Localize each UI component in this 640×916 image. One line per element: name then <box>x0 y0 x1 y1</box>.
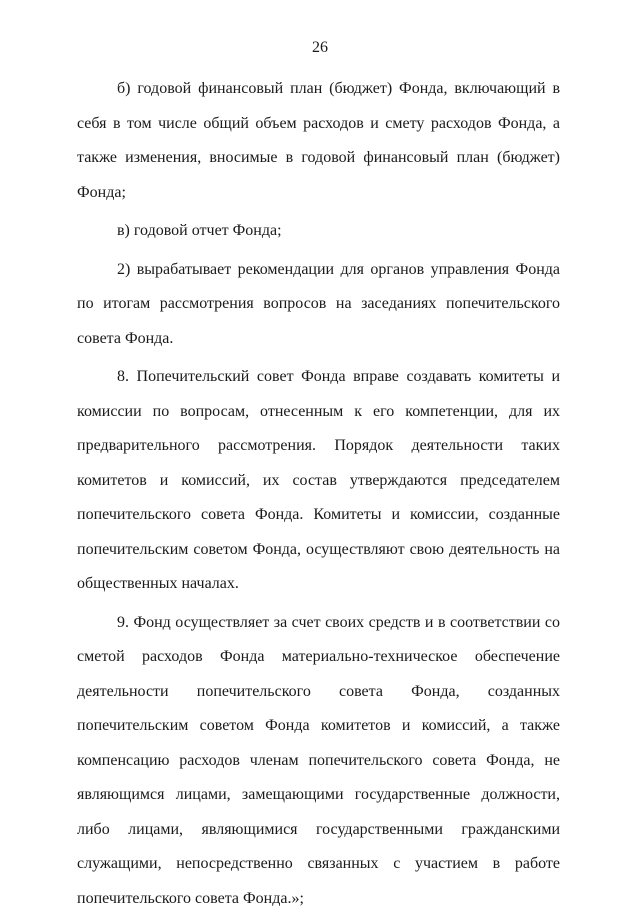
paragraph-committees: 8. Попечительский совет Фонда вправе создавать комитеты и комиссии по вопросам, отнесенным к его компетенции, для их предварительного рассмотрения. Порядок деятельности таких комитетов и комиссий, их состав утверждаются председателем попечительского совета Фонда. Комитеты и комиссии, созданные попечительским советом Фонда, осуществляют свою деятельность на общественных началах. <box>77 360 560 602</box>
page-number: 26 <box>0 38 640 58</box>
paragraph-budget: б) годовой финансовый план (бюджет) Фонда, включающий в себя в том числе общий объем расходов и смету расходов Фонда, а также изменения, вносимые в годовой финансовый план (бюджет) Фонда; <box>77 72 560 210</box>
paragraph-annual-report: в) годовой отчет Фонда; <box>77 214 560 249</box>
document-body <box>77 72 560 916</box>
paragraph-recommendations: 2) вырабатывает рекомендации для органов управления Фонда по итогам рассмотрения вопросов на заседаниях попечительского совета Фонда. <box>77 253 560 357</box>
paragraph-fund-expenses: 9. Фонд осуществляет за счет своих средств и в соответствии со сметой расходов Фонда материально-техническое обеспечение деятельности попечительского совета Фонда, созданных попечительским советом Фонда комитетов и комиссий, а также компенсацию расходов членам попечительского совета Фонда, не являющимся лицами, замещающими государственные должности, либо лицами, являющимися государственными гражданскими служащими, непосредственно связанных с участием в работе попечительского совета Фонда.»; <box>77 606 560 916</box>
